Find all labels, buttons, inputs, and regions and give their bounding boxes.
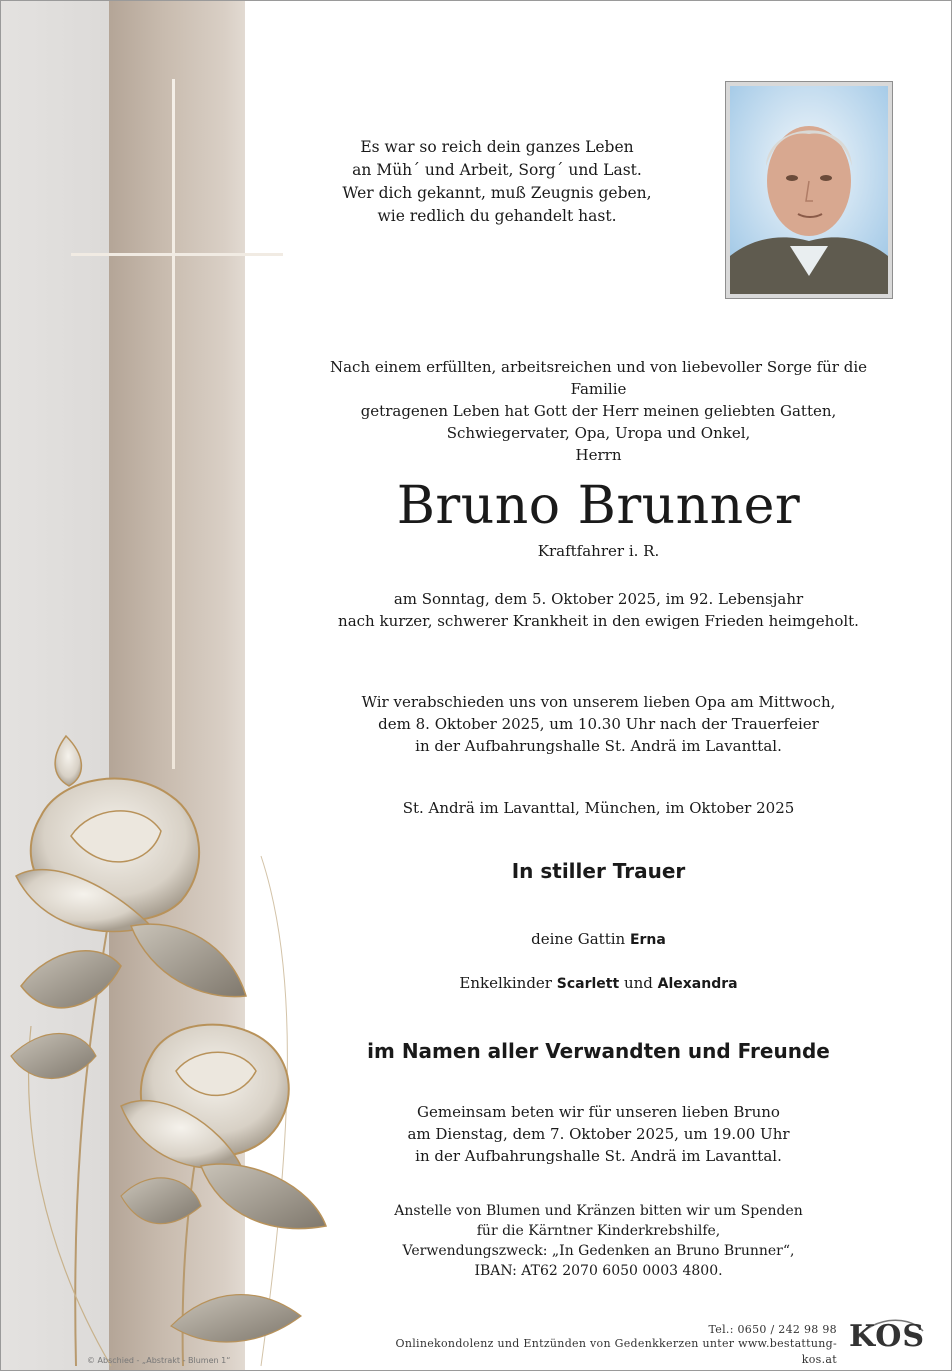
kos-logo: KOS bbox=[849, 1319, 926, 1354]
death-line: nach kurzer, schwerer Krankheit in den ewigen Frieden heimgeholt. bbox=[338, 612, 859, 630]
grand-prefix: Enkelkinder bbox=[459, 974, 557, 992]
wife-prefix: deine Gattin bbox=[531, 930, 630, 948]
relatives-line: im Namen aller Verwandten und Freunde bbox=[367, 1039, 830, 1063]
deceased-name: Bruno Brunner bbox=[396, 476, 801, 536]
mourner-grandchildren bbox=[301, 974, 896, 992]
intro-line: getragenen Leben hat Gott der Herr meinen geliebten Gatten, bbox=[360, 402, 837, 420]
prayer-line: am Dienstag, dem 7. Oktober 2025, um 19.00 Uhr bbox=[407, 1125, 790, 1143]
salutation: Herrn bbox=[575, 446, 622, 464]
prayer-line: Gemeinsam beten wir für unseren lieben Bruno bbox=[417, 1103, 780, 1121]
place-date: St. Andrä im Lavanttal, München, im Oktober 2025 bbox=[402, 799, 795, 817]
wife-name: Erna bbox=[629, 932, 666, 948]
deceased-occupation: Kraftfahrer i. R. bbox=[537, 542, 660, 560]
mourner-wife bbox=[301, 930, 896, 948]
prayer-info bbox=[301, 1101, 896, 1167]
intro-line: Schwiegervater, Opa, Uropa und Onkel, bbox=[446, 424, 751, 442]
footer-online-link[interactable]: Onlinekondolenz und Entzünden von Gedenkkerzen unter www.bestattung-kos.at bbox=[395, 1337, 837, 1366]
poem-line: wie redlich du gehandelt hast. bbox=[377, 207, 617, 225]
portrait-frame bbox=[725, 81, 893, 299]
copyright-note: © Abschied - „Abstrakt - Blumen 1“ bbox=[87, 1356, 231, 1365]
poem-line: Wer dich gekannt, muß Zeugnis geben, bbox=[342, 184, 652, 202]
service-line: dem 8. Oktober 2025, um 10.30 Uhr nach der Trauerfeier bbox=[378, 715, 819, 733]
poem bbox=[291, 136, 703, 228]
cross-icon bbox=[172, 79, 175, 769]
poem-line: Es war so reich dein ganzes Leben bbox=[360, 138, 634, 156]
service-line: in der Aufbahrungshalle St. Andrä im Lavanttal. bbox=[415, 737, 782, 755]
grand-name-2: Alexandra bbox=[657, 976, 738, 992]
donation-line: für die Kärntner Kinderkrebshilfe, bbox=[476, 1223, 721, 1239]
service-line: Wir verabschieden uns von unserem lieben Opa am Mittwoch, bbox=[361, 693, 836, 711]
roses-illustration bbox=[1, 726, 341, 1370]
intro-text bbox=[301, 356, 896, 444]
cross-bar bbox=[71, 253, 283, 256]
portrait-photo bbox=[730, 86, 888, 294]
donation-line: Anstelle von Blumen und Kränzen bitten wir um Spenden bbox=[394, 1203, 803, 1219]
service-info bbox=[301, 691, 896, 757]
prayer-line: in der Aufbahrungshalle St. Andrä im Lavanttal. bbox=[415, 1147, 782, 1165]
grand-and: und bbox=[619, 974, 658, 992]
donation-info bbox=[301, 1201, 896, 1281]
mourning-title: In stiller Trauer bbox=[511, 859, 686, 883]
footer-phone: Tel.: 0650 / 242 98 98 bbox=[708, 1323, 837, 1336]
donation-line: Verwendungszweck: „In Gedenken an Bruno Brunner“, bbox=[402, 1243, 795, 1259]
death-line: am Sonntag, dem 5. Oktober 2025, im 92. Lebensjahr bbox=[393, 590, 804, 608]
grand-name-1: Scarlett bbox=[556, 976, 620, 992]
poem-line: an Müh´ und Arbeit, Sorg´ und Last. bbox=[352, 161, 642, 179]
intro-line: Nach einem erfüllten, arbeitsreichen und von liebevoller Sorge für die Familie bbox=[329, 358, 868, 398]
death-notice bbox=[301, 588, 896, 632]
donation-line: IBAN: AT62 2070 6050 0003 4800. bbox=[474, 1263, 723, 1279]
